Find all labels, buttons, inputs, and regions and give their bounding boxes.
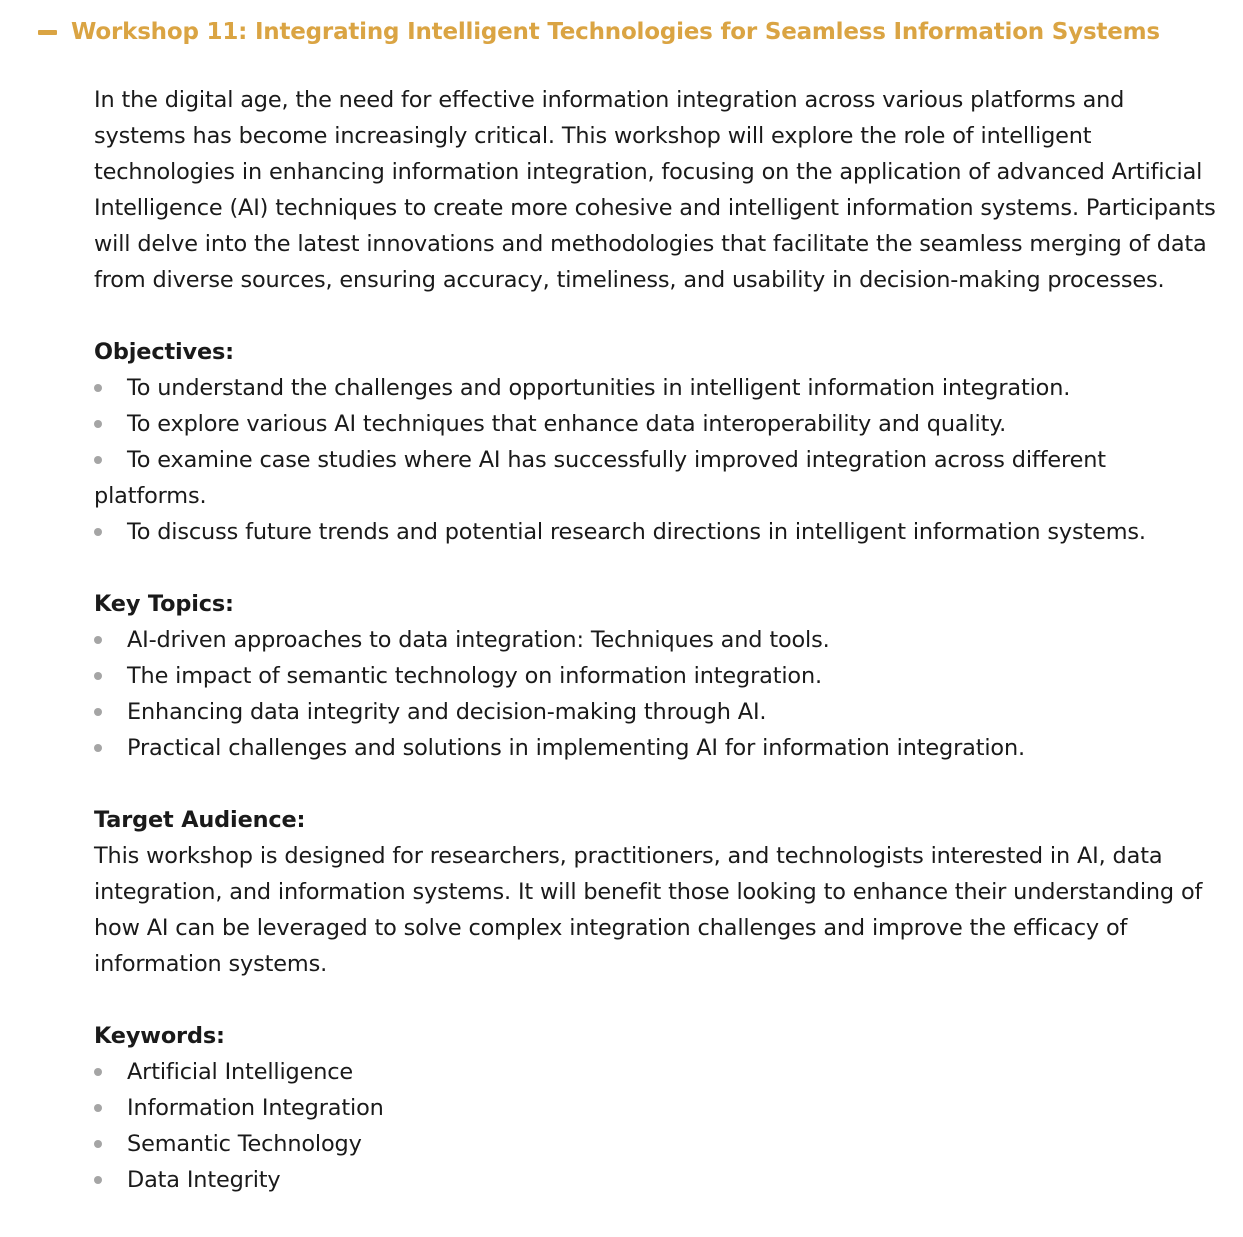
list-item-text: To examine case studies where AI has successfully improved integration across different platforms. — [94, 447, 1106, 509]
objectives-heading: Objectives: — [94, 339, 234, 365]
workshop-title[interactable]: Workshop 11: Integrating Intelligent Technologies for Seamless Information Systems — [71, 19, 1160, 45]
bullet-dot-icon — [94, 456, 102, 464]
list-item — [94, 1054, 1219, 1090]
bullet-dot-icon — [94, 528, 102, 536]
bullet-dot-icon — [94, 744, 102, 752]
bullet-dot-icon — [94, 672, 102, 680]
list-item — [94, 514, 1219, 550]
bullet-dot-icon — [94, 420, 102, 428]
list-item — [94, 694, 1219, 730]
list-item — [94, 622, 1219, 658]
list-item-text: To discuss future trends and potential research directions in intelligent information systems. — [127, 519, 1146, 545]
objectives-list — [94, 370, 1219, 550]
list-item — [94, 406, 1219, 442]
minus-collapse-icon[interactable] — [38, 30, 57, 35]
list-item-text: The impact of semantic technology on information integration. — [127, 663, 822, 689]
key-topics-heading: Key Topics: — [94, 591, 234, 617]
list-item — [94, 730, 1219, 766]
section-spacer — [94, 982, 1219, 1018]
bullet-dot-icon — [94, 636, 102, 644]
section-spacer — [94, 766, 1219, 802]
bullet-dot-icon — [94, 1140, 102, 1148]
list-item-text: Information Integration — [127, 1095, 384, 1121]
key-topics-list — [94, 622, 1219, 766]
list-item-text: To understand the challenges and opportunities in intelligent information integration. — [127, 375, 1071, 401]
list-item-text: Enhancing data integrity and decision-making through AI. — [127, 699, 767, 725]
bullet-dot-icon — [94, 1068, 102, 1076]
keywords-heading: Keywords: — [94, 1023, 225, 1049]
list-item — [94, 1126, 1219, 1162]
section-spacer — [94, 550, 1219, 586]
keywords-list — [94, 1054, 1219, 1198]
bullet-dot-icon — [94, 384, 102, 392]
list-item — [94, 1090, 1219, 1126]
list-item-text: Data Integrity — [127, 1167, 281, 1193]
target-audience-heading: Target Audience: — [94, 807, 306, 833]
list-item-text: AI-driven approaches to data integration: Techniques and tools. — [127, 627, 830, 653]
list-item-text: Artificial Intelligence — [127, 1059, 354, 1085]
section-spacer — [94, 298, 1219, 334]
bullet-dot-icon — [94, 1176, 102, 1184]
workshop-accordion-header[interactable] — [38, 14, 1228, 50]
list-item-text: Semantic Technology — [127, 1131, 362, 1157]
list-item-text: To explore various AI techniques that enhance data interoperability and quality. — [127, 411, 1007, 437]
intro-paragraph: In the digital age, the need for effective information integration across various platforms and systems has become increasingly critical. This workshop will explore the role of intelligent technologies in enhancing information integration, focusing on the application of advanced Artificial Intelligence (AI) techniques to create more cohesive and intelligent information systems. Participants will delve into the latest innovations and methodologies that facilitate the seamless merging of data from diverse sources, ensuring accuracy, timeliness, and usability in decision-making processes. — [94, 87, 1216, 293]
bullet-dot-icon — [94, 708, 102, 716]
list-item — [94, 442, 1219, 514]
list-item — [94, 370, 1219, 406]
list-item — [94, 658, 1219, 694]
list-item — [94, 1162, 1219, 1198]
list-item-text: Practical challenges and solutions in implementing AI for information integration. — [127, 735, 1025, 761]
workshop-details — [94, 82, 1219, 1198]
target-audience-text: This workshop is designed for researchers, practitioners, and technologists interested in AI, data integration, and information systems. It will benefit those looking to enhance their understanding of how AI can be leveraged to solve complex integration challenges and improve the efficacy of information systems. — [94, 843, 1203, 977]
bullet-dot-icon — [94, 1104, 102, 1112]
